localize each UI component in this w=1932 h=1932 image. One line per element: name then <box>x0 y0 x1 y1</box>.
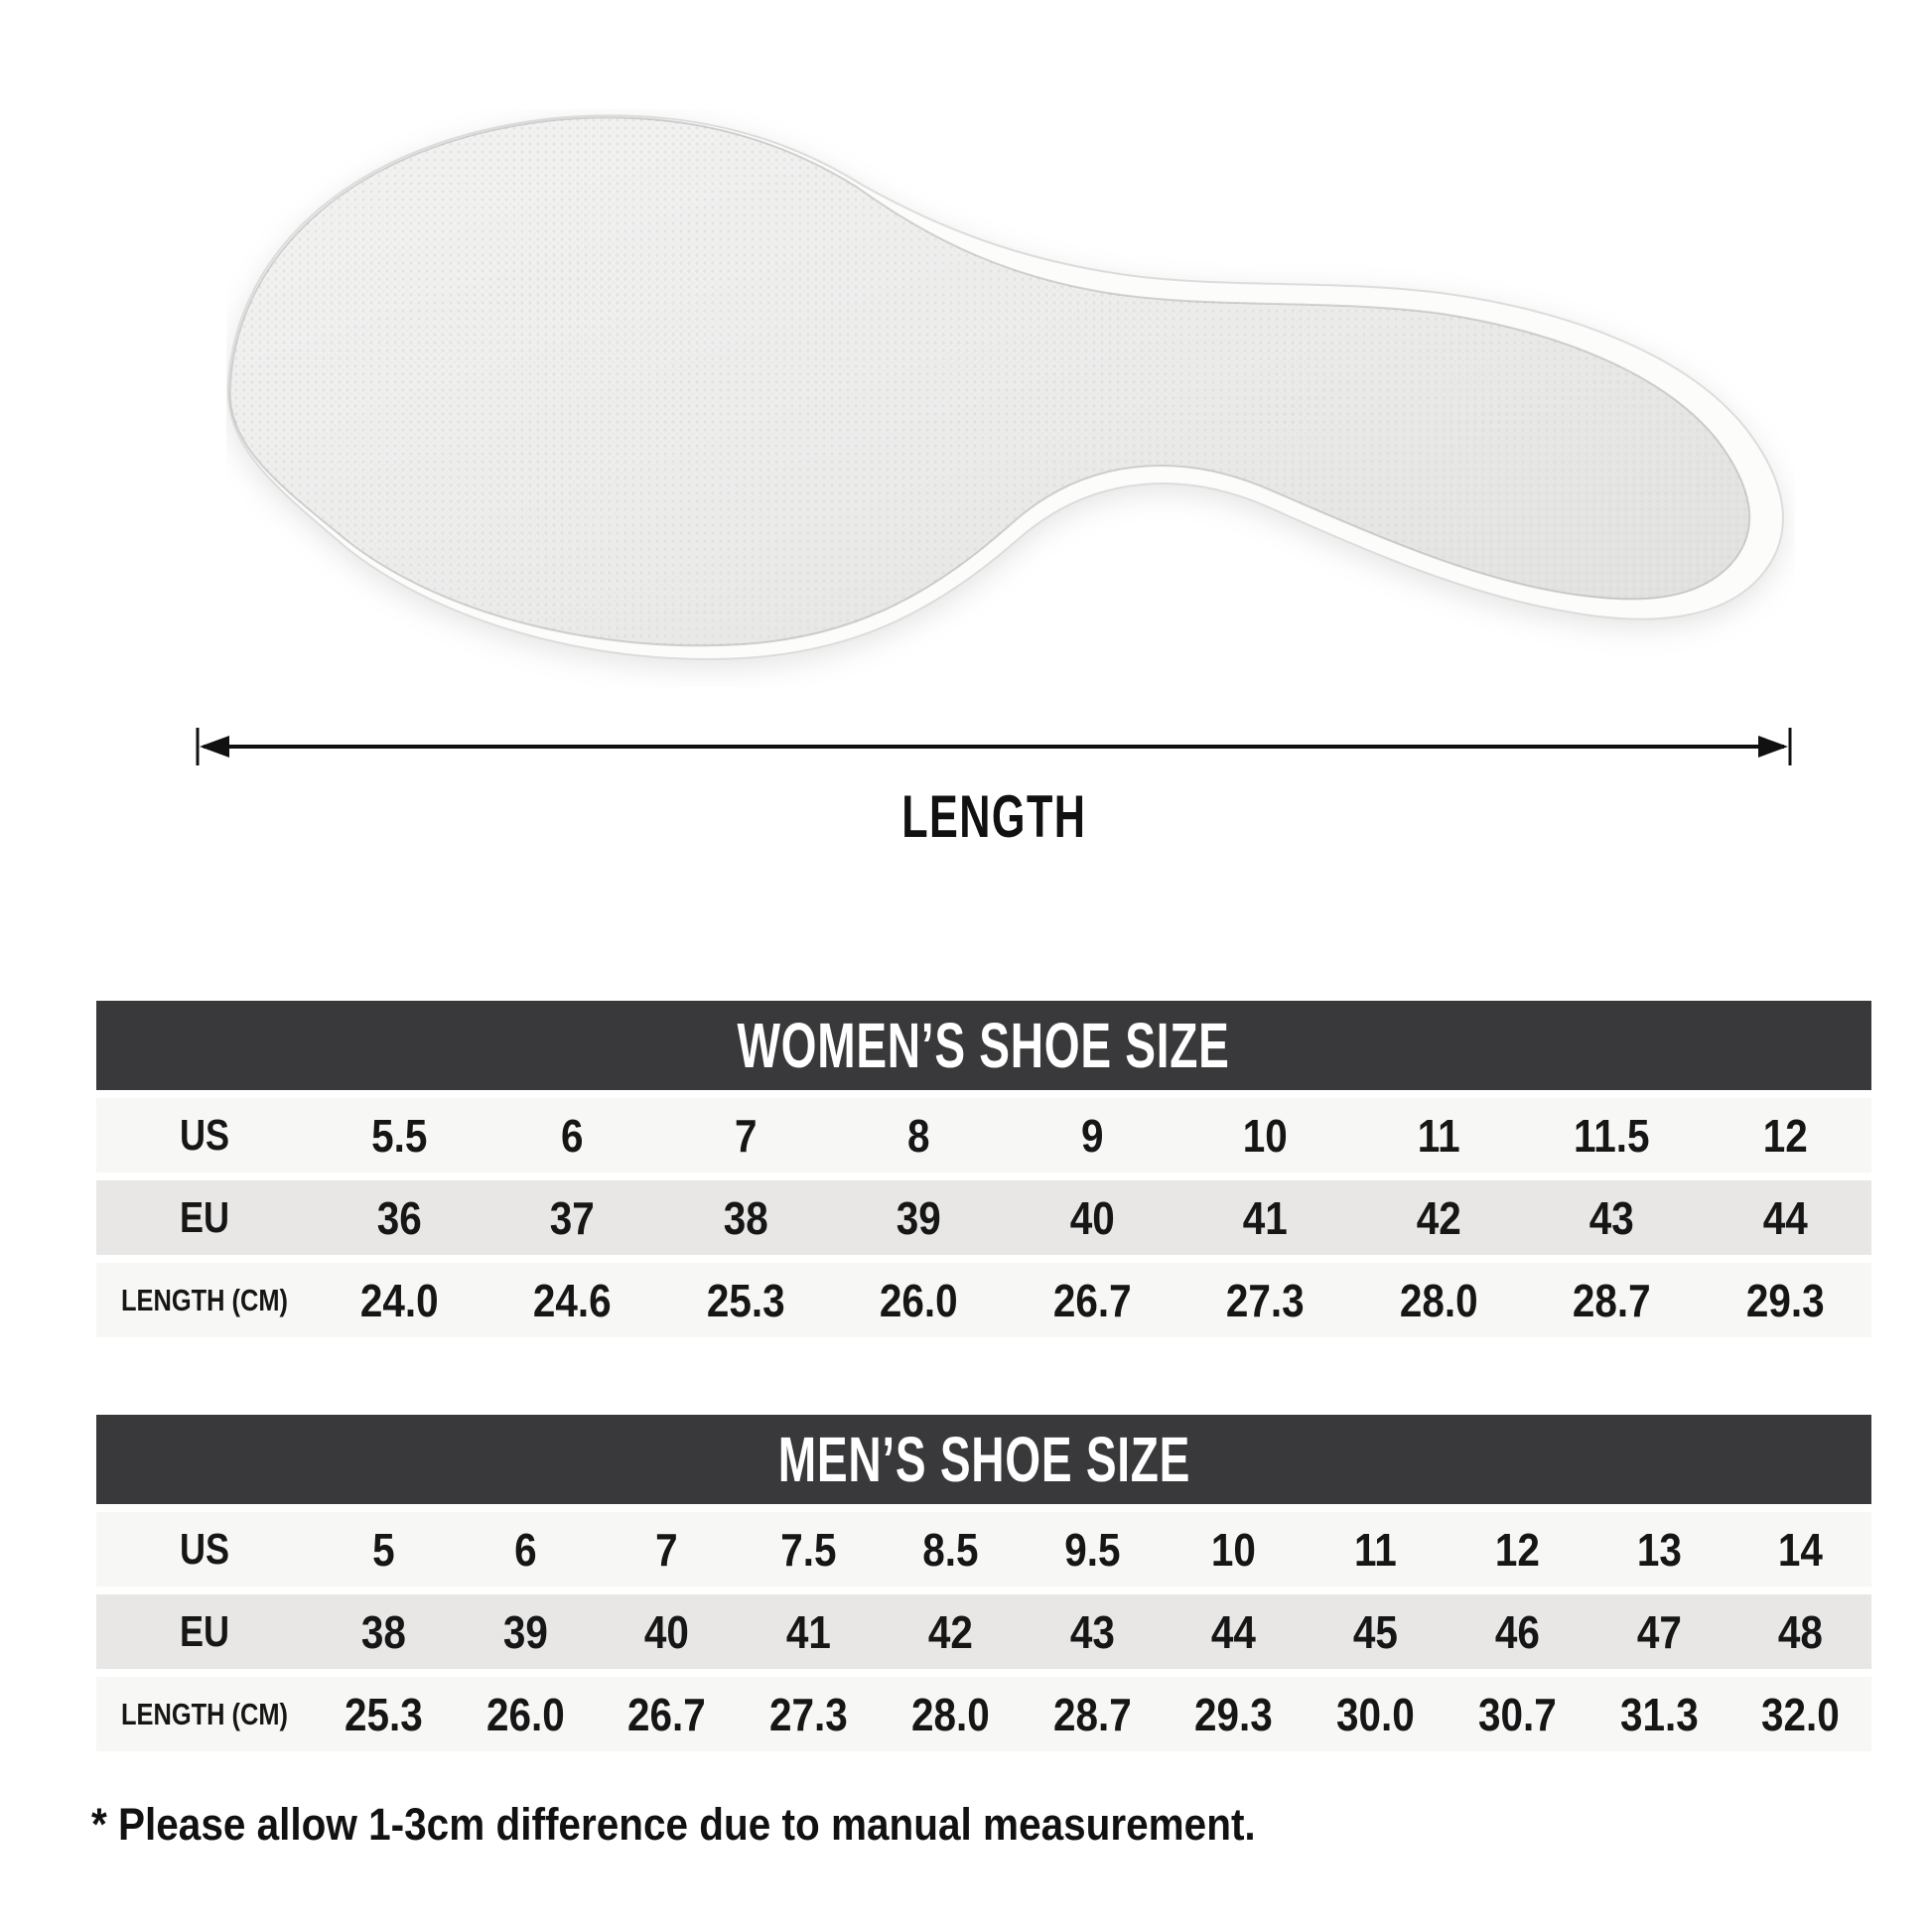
women-length-row <box>96 1263 1871 1337</box>
size-value-cell: 37 <box>550 1191 596 1244</box>
size-value-cell: 44 <box>1211 1605 1257 1658</box>
row-label-eu: EU <box>179 1606 230 1656</box>
size-value-cell: 44 <box>1762 1191 1808 1244</box>
size-value-cell: 5 <box>372 1523 395 1576</box>
row-label-us: US <box>179 1524 230 1574</box>
size-value-cell: 29.3 <box>1194 1688 1274 1740</box>
size-value-cell: 12 <box>1762 1109 1808 1162</box>
women-eu-row <box>96 1180 1871 1255</box>
size-value-cell: 41 <box>786 1605 832 1658</box>
size-value-cell: 7 <box>655 1523 679 1576</box>
men-us-row <box>96 1512 1871 1587</box>
insole-top-view-icon <box>226 109 1795 687</box>
size-value-cell: 7.5 <box>780 1523 837 1576</box>
size-value-cell: 13 <box>1636 1523 1682 1576</box>
size-value-cell: 11 <box>1354 1523 1397 1576</box>
size-value-cell: 5.5 <box>371 1109 428 1162</box>
insole-image <box>226 109 1795 687</box>
women-us-row <box>96 1098 1871 1173</box>
length-label <box>194 782 1794 851</box>
size-value-cell: 6 <box>513 1523 537 1576</box>
men-table-title: MEN’S SHOE SIZE <box>777 1424 1190 1495</box>
size-value-cell: 41 <box>1242 1191 1288 1244</box>
size-value-cell: 32.0 <box>1761 1688 1841 1740</box>
size-value-cell: 6 <box>561 1109 584 1162</box>
size-value-cell: 45 <box>1352 1605 1399 1658</box>
size-value-cell: 39 <box>502 1605 548 1658</box>
size-value-cell: 43 <box>1588 1191 1634 1244</box>
size-value-cell: 27.3 <box>769 1688 848 1740</box>
men-eu-row <box>96 1594 1871 1669</box>
size-value-cell: 38 <box>723 1191 768 1244</box>
size-value-cell: 10 <box>1242 1109 1288 1162</box>
row-label-length-cm: LENGTH (CM) <box>120 1282 289 1317</box>
size-value-cell: 9.5 <box>1063 1523 1121 1576</box>
size-value-cell: 9 <box>1080 1109 1104 1162</box>
size-value-cell: 24.0 <box>359 1274 439 1326</box>
size-value-cell: 11.5 <box>1574 1109 1650 1162</box>
size-value-cell: 26.7 <box>1052 1274 1132 1326</box>
size-value-cell: 47 <box>1636 1605 1682 1658</box>
size-value-cell: 26.0 <box>485 1688 565 1740</box>
size-value-cell: 14 <box>1778 1523 1824 1576</box>
men-size-table <box>96 1415 1871 1751</box>
size-value-cell: 28.0 <box>1399 1274 1478 1326</box>
size-value-cell: 39 <box>897 1191 942 1244</box>
size-value-cell: 27.3 <box>1226 1274 1305 1326</box>
size-value-cell: 26.7 <box>627 1688 707 1740</box>
size-value-cell: 24.6 <box>533 1274 613 1326</box>
size-value-cell: 12 <box>1494 1523 1540 1576</box>
size-value-cell: 30.0 <box>1336 1688 1415 1740</box>
row-label-length-cm: LENGTH (CM) <box>120 1696 289 1731</box>
size-value-cell: 43 <box>1069 1605 1115 1658</box>
size-value-cell: 40 <box>1069 1191 1115 1244</box>
size-value-cell: 48 <box>1778 1605 1824 1658</box>
size-value-cell: 7 <box>734 1109 758 1162</box>
men-table-header <box>96 1415 1871 1504</box>
size-value-cell: 25.3 <box>344 1688 423 1740</box>
size-value-cell: 29.3 <box>1745 1274 1825 1326</box>
size-value-cell: 8 <box>907 1109 930 1162</box>
size-value-cell: 42 <box>1416 1191 1461 1244</box>
row-label-eu: EU <box>179 1192 230 1242</box>
size-value-cell: 26.0 <box>880 1274 958 1326</box>
size-value-cell: 31.3 <box>1619 1688 1699 1740</box>
size-value-cell: 40 <box>644 1605 690 1658</box>
size-value-cell: 25.3 <box>706 1274 785 1326</box>
size-value-cell: 28.0 <box>910 1688 990 1740</box>
size-value-cell: 11 <box>1417 1109 1460 1162</box>
size-value-cell: 10 <box>1211 1523 1257 1576</box>
size-value-cell: 8.5 <box>922 1523 979 1576</box>
women-table-header <box>96 1001 1871 1090</box>
size-value-cell: 28.7 <box>1052 1688 1132 1740</box>
length-dimension-arrow <box>194 725 1794 768</box>
length-label-text: LENGTH <box>900 783 1087 850</box>
size-value-cell: 46 <box>1494 1605 1540 1658</box>
men-length-row <box>96 1677 1871 1751</box>
size-value-cell: 38 <box>360 1605 406 1658</box>
women-table-title: WOMEN’S SHOE SIZE <box>737 1010 1231 1081</box>
size-value-cell: 30.7 <box>1477 1688 1557 1740</box>
double-arrow-icon <box>194 725 1794 768</box>
women-size-table <box>96 1001 1871 1337</box>
measurement-footnote: * Please allow 1-3cm difference due to manual measurement. <box>91 1799 1256 1850</box>
size-value-cell: 42 <box>927 1605 973 1658</box>
size-value-cell: 28.7 <box>1572 1274 1651 1326</box>
size-value-cell: 36 <box>376 1191 422 1244</box>
row-label-us: US <box>179 1110 230 1160</box>
